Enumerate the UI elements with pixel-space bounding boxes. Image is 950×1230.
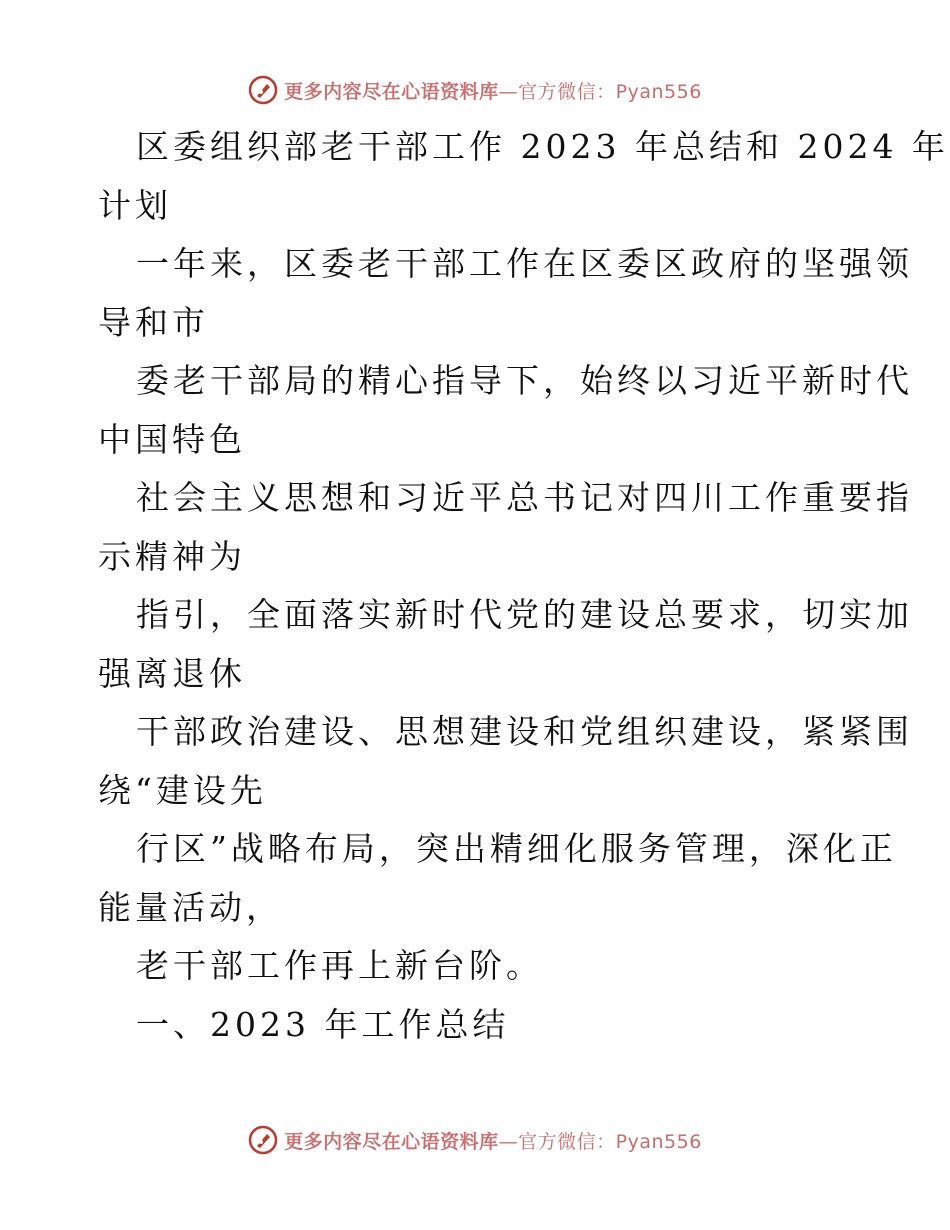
pen-nib-logo-icon (248, 75, 278, 105)
body-line: 社会主义思想和习近平总书记对四川工作重要指 (136, 478, 913, 517)
watermark-contact: —官方微信：Pyan556 (498, 1130, 702, 1153)
pen-nib-logo-icon (248, 1125, 278, 1155)
body-line: 示精神为 (98, 536, 246, 576)
watermark-brand: 更多内容尽在心语资料库 (284, 80, 499, 103)
watermark-brand: 更多内容尽在心语资料库 (284, 1130, 499, 1153)
body-line: 老干部工作再上新台阶。 (136, 946, 543, 985)
header-watermark-banner (0, 70, 950, 110)
body-line: 计划 (98, 185, 172, 225)
footer-watermark-text (284, 1127, 702, 1154)
section-heading: 一、2023 年工作总结 (136, 1004, 510, 1044)
body-line: 区委组织部老干部工作 2023 年总结和 2024 年 (136, 127, 949, 166)
body-line: 强离退休 (98, 653, 246, 693)
header-watermark-text (284, 77, 702, 104)
body-line: 绕“建设先 (98, 770, 267, 810)
body-line: 导和市 (98, 302, 209, 342)
body-line: 中国特色 (98, 419, 246, 459)
body-line: 能量活动， (98, 887, 283, 927)
footer-watermark-banner (0, 1120, 950, 1160)
body-line: 指引，全面落实新时代党的建设总要求，切实加 (136, 595, 913, 634)
body-line: 干部政治建设、思想建设和党组织建设，紧紧围 (136, 712, 913, 751)
document-body (98, 118, 949, 1054)
body-line: 一年来，区委老干部工作在区委区政府的坚强领 (136, 244, 913, 283)
body-line: 行区”战略布局，突出精细化服务管理，深化正 (136, 829, 897, 868)
watermark-contact: —官方微信：Pyan556 (498, 80, 702, 103)
body-line: 委老干部局的精心指导下，始终以习近平新时代 (136, 361, 913, 400)
